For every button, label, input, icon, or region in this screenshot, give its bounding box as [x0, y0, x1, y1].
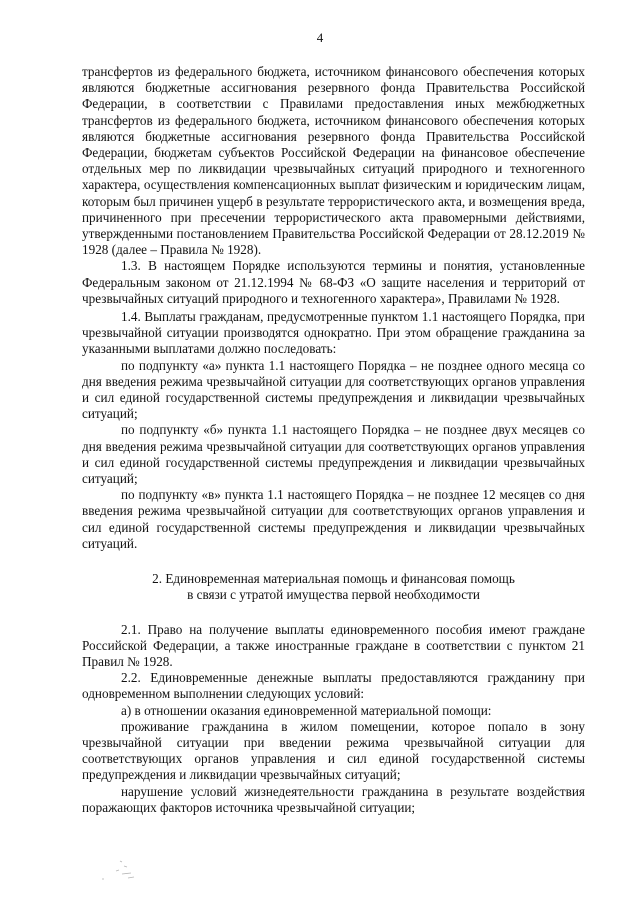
paragraph-2-2: 2.2. Единовременные денежные выплаты предоставляются гражданину при одновременном выполнении следующих условий:: [82, 670, 585, 702]
paragraph-2-2-a-condition-2: нарушение условий жизнедеятельности гражданина в результате воздействия поражающих факторов источника чрезвычайной ситуации;: [82, 783, 585, 815]
paragraph-2-2-a: а) в отношении оказания единовременной материальной помощи:: [121, 702, 492, 718]
paragraph-1-4: 1.4. Выплаты гражданам, предусмотренные пунктом 1.1 настоящего Порядка, при чрезвычайной ситуации производятся однократно. При этом обращение гражданина за указанными выплатами должно последовать:: [82, 309, 585, 357]
paragraph-1-4-b: по подпункту «б» пункта 1.1 настоящего Порядка – не позднее двух месяцев со дня введения режима чрезвычайной ситуации для соответствующих органов управления и сил единой государственной системы предупреждения и ликвидации чрезвычайных ситуаций;: [82, 422, 585, 487]
section-2-heading-line-1: 2. Единовременная материальная помощь и финансовая помощь: [152, 571, 515, 587]
paragraph-1-4-a: по подпункту «а» пункта 1.1 настоящего Порядка – не позднее одного месяца со дня введения режима чрезвычайной ситуации для соответствующих органов управления и сил единой государственной системы предупреждения и ликвидации чрезвычайных ситуаций;: [82, 357, 585, 422]
paragraph-intro: трансфертов из федерального бюджета, источником финансового обеспечения которых являются бюджетные ассигнования резервного фонда Правительства Российской Федерации, в соответствии с Правилами предоставления иных межбюджетных трансфертов из федерального бюджета, источником финансового обеспечения которых являются бюджетные ассигнования резервного фонда Правительства Российской Федерации, бюджетам субъектов Российской Федерации на финансовое обеспечение отдельных мер по ликвидации чрезвычайных ситуаций природного и техногенного характера, осуществления компенсационных выплат физическим и юридическим лицам, которым был причинен ущерб в результате террористического акта, и возмещения вреда, причиненного при пресечении террористического акта правомерными действиями, утвержденными постановлением Правительства Российской Федерации от 28.12.2019 № 1928 (далее – Правила № 1928).: [82, 64, 585, 258]
paragraph-1-3: 1.3. В настоящем Порядке используются термины и понятия, установленные Федеральным законом от 21.12.1994 № 68-ФЗ «О защите населения и территорий от чрезвычайных ситуаций природного и техногенного характера», Правилами № 1928.: [82, 258, 585, 306]
page-number: 4: [316, 30, 324, 45]
section-2-heading: [82, 571, 585, 603]
paragraph-2-1: 2.1. Право на получение выплаты единовременного пособия имеют граждане Российской Федерации, а также иностранные граждане в соответствии с пунктом 21 Правил № 1928.: [82, 621, 585, 669]
paragraph-2-2-a-condition-1: проживание гражданина в жилом помещении, которое попало в зону чрезвычайной ситуации при введении режима чрезвычайной ситуации для соответствующих органов управления и сил единой государственной системы предупреждения и ликвидации чрезвычайных ситуаций;: [82, 718, 585, 783]
scan-artifact-mark: [98, 858, 140, 882]
section-2-heading-line-2: в связи с утратой имущества первой необходимости: [187, 587, 480, 603]
document-body: [82, 64, 585, 816]
paragraph-1-4-v: по подпункту «в» пункта 1.1 настоящего Порядка – не позднее 12 месяцев со дня введения режима чрезвычайной ситуации для соответствующих органов управления и сил единой государственной системы предупреждения и ликвидации чрезвычайных ситуаций.: [82, 487, 585, 551]
